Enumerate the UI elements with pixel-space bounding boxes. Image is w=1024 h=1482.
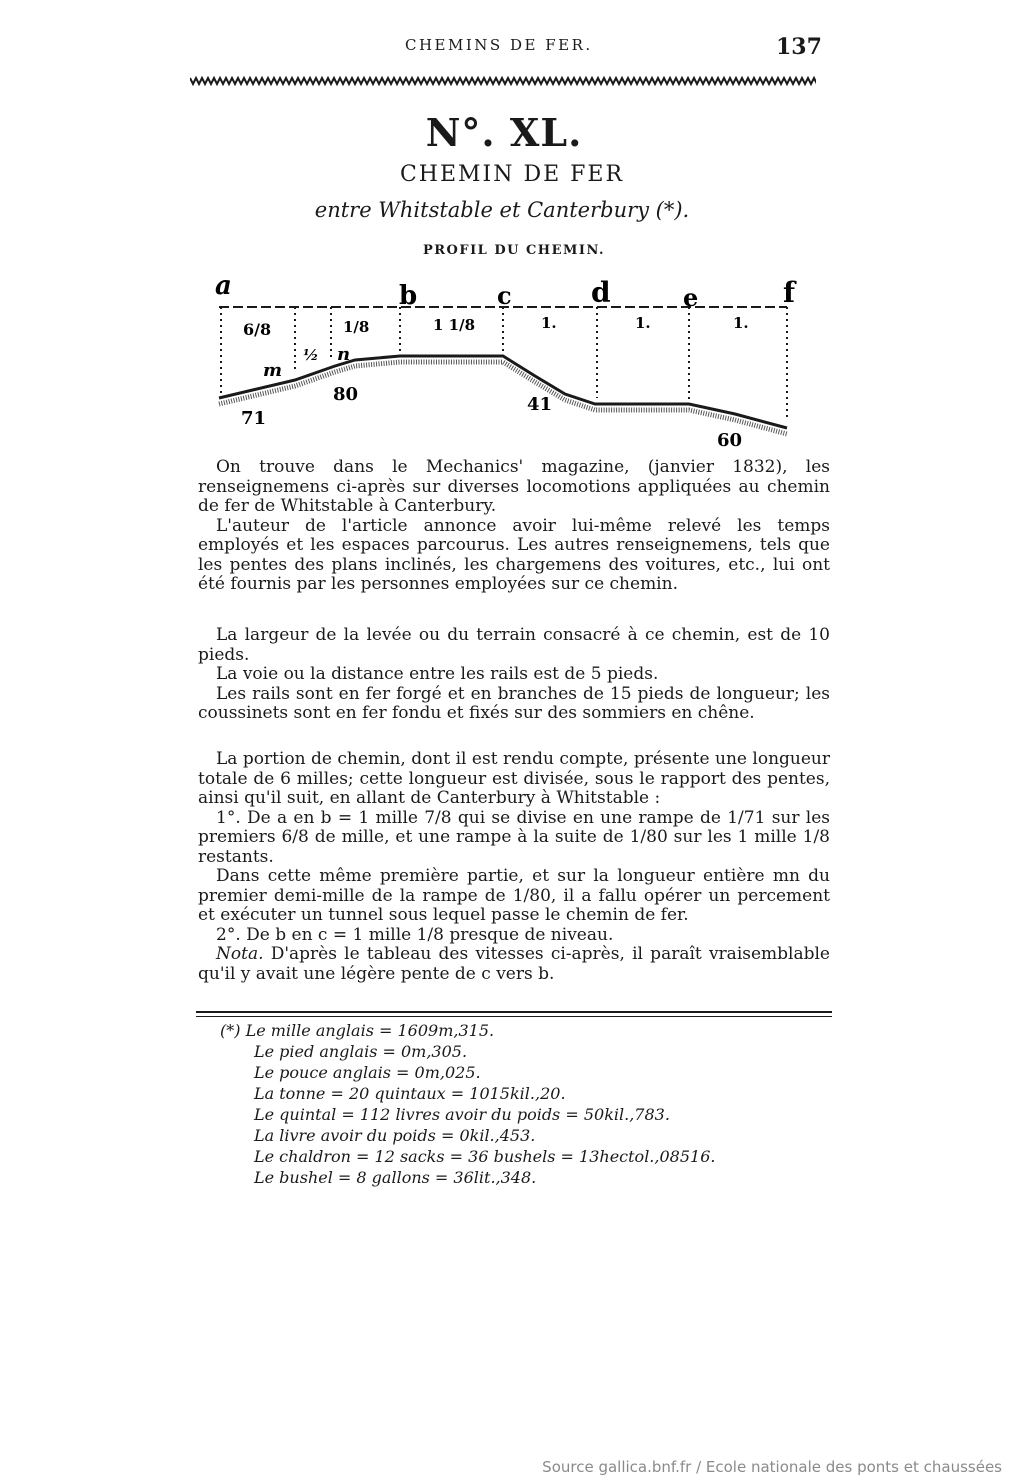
paragraph-8: Dans cette même première partie, et sur la longueur entière mn du premier demi-mille de la rampe de 1/80, il a fallu opérer un percement et exécuter un tunnel sous lequel passe le chemin de fer. — [198, 866, 830, 925]
footnotes — [220, 1020, 715, 1188]
paragraph-2: L'auteur de l'article annonce avoir lui-même relevé les temps employés et les espaces parcourus. Les autres renseignemens, tels que les pentes des plans inclinés, les chargemens des voitures, etc., lui ont été fournis par les personnes employées sur ce chemin. — [198, 515, 830, 594]
mn-label-m: m — [263, 360, 283, 381]
section-title: CHEMIN DE FER — [399, 162, 625, 187]
paragraph-4: La voie ou la distance entre les rails est de 5 pieds. — [216, 664, 659, 684]
running-head — [0, 34, 1024, 64]
footnote-line: Le chaldron = 12 sacks = 36 bushels = 13hectol.,08516. — [254, 1147, 716, 1166]
footnote-line: La tonne = 20 quintaux = 1015kil.,20. — [254, 1084, 566, 1103]
ornamental-rule — [190, 74, 816, 88]
segment-label-5: 1. — [635, 314, 651, 332]
grade-label-41: 41 — [527, 394, 553, 415]
point-label-b: b — [399, 281, 418, 311]
grade-label-71: 71 — [241, 408, 267, 429]
section-number: N°. XL. — [425, 110, 583, 155]
footnote-line: (*) Le mille anglais = 1609m,315. — [220, 1021, 495, 1040]
point-label-e: e — [683, 283, 699, 312]
page-number: 137 — [776, 34, 822, 60]
point-label-f: f — [783, 276, 796, 309]
mn-label-n: n — [337, 344, 351, 365]
railway-profile-diagram — [205, 270, 815, 460]
ground-profile — [219, 356, 787, 428]
paragraph-3: La largeur de la levée ou du terrain consacré à ce chemin, est de 10 pieds. — [198, 625, 830, 665]
footnote-line: Le bushel = 8 gallons = 36lit.,348. — [254, 1168, 537, 1187]
grade-label-80: 80 — [333, 384, 359, 405]
segment-label-4: 1. — [541, 314, 557, 332]
footnote-line: La livre avoir du poids = 0kil.,453. — [254, 1126, 536, 1145]
footnote-line: Le pouce anglais = 0m,025. — [254, 1063, 481, 1082]
gradients-section — [198, 750, 830, 984]
source-credit: Source gallica.bnf.fr / Ecole nationale des ponts et chaussées — [542, 1458, 1002, 1476]
paragraph-1: On trouve dans le Mechanics' magazine, (janvier 1832), les renseignemens ci-après sur diverses locomotions appliquées au chemin de fer de Whitstable à Canterbury. — [198, 457, 830, 516]
segment-label-1: 6/8 — [243, 320, 272, 339]
profile-heading: PROFIL DU CHEMIN. — [422, 243, 606, 258]
intro-section — [198, 458, 830, 595]
section-subtitle: entre Whitstable et Canterbury (*). — [314, 198, 690, 222]
footnote-separator — [196, 1011, 832, 1017]
running-title: CHEMINS DE FER. — [405, 36, 593, 54]
nota-text: D'après le tableau des vitesses ci-après, il paraît vraisemblable qu'il y avait une légère pente de c vers b. — [198, 944, 830, 984]
dimensions-section — [198, 626, 830, 724]
point-label-d: d — [591, 276, 611, 309]
segment-label-6: 1. — [733, 314, 749, 332]
point-label-a: a — [215, 271, 232, 301]
segment-label-3: 1 1/8 — [433, 316, 476, 334]
paragraph-5: Les rails sont en fer forgé et en branches de 15 pieds de longueur; les coussinets sont en fer fondu et fixés sur des sommiers en chêne. — [198, 683, 830, 723]
segment-label-2: 1/8 — [343, 318, 370, 336]
paragraph-6: La portion de chemin, dont il est rendu compte, présente une longueur totale de 6 milles; cette longueur est divisée, sous le rapport des pentes, ainsi qu'il suit, en allant de Canterbury à Whitstable : — [198, 749, 830, 808]
grade-label-60: 60 — [717, 430, 743, 451]
paragraph-10 — [198, 945, 830, 984]
ground-hatching — [219, 362, 787, 434]
paragraph-9: 2°. De b en c = 1 mille 1/8 presque de niveau. — [216, 924, 614, 945]
mn-label-half: ½ — [303, 346, 319, 364]
footnote-line: Le pied anglais = 0m,305. — [254, 1042, 468, 1061]
paragraph-7: 1°. De a en b = 1 mille 7/8 qui se divise en une rampe de 1/71 sur les premiers 6/8 de mille, et une rampe à la suite de 1/80 sur les 1 mille 1/8 restants. — [198, 807, 830, 867]
nota-lead: Nota. — [216, 944, 264, 964]
point-label-c: c — [497, 281, 512, 310]
footnote-line: Le quintal = 112 livres avoir du poids = 50kil.,783. — [254, 1105, 670, 1124]
